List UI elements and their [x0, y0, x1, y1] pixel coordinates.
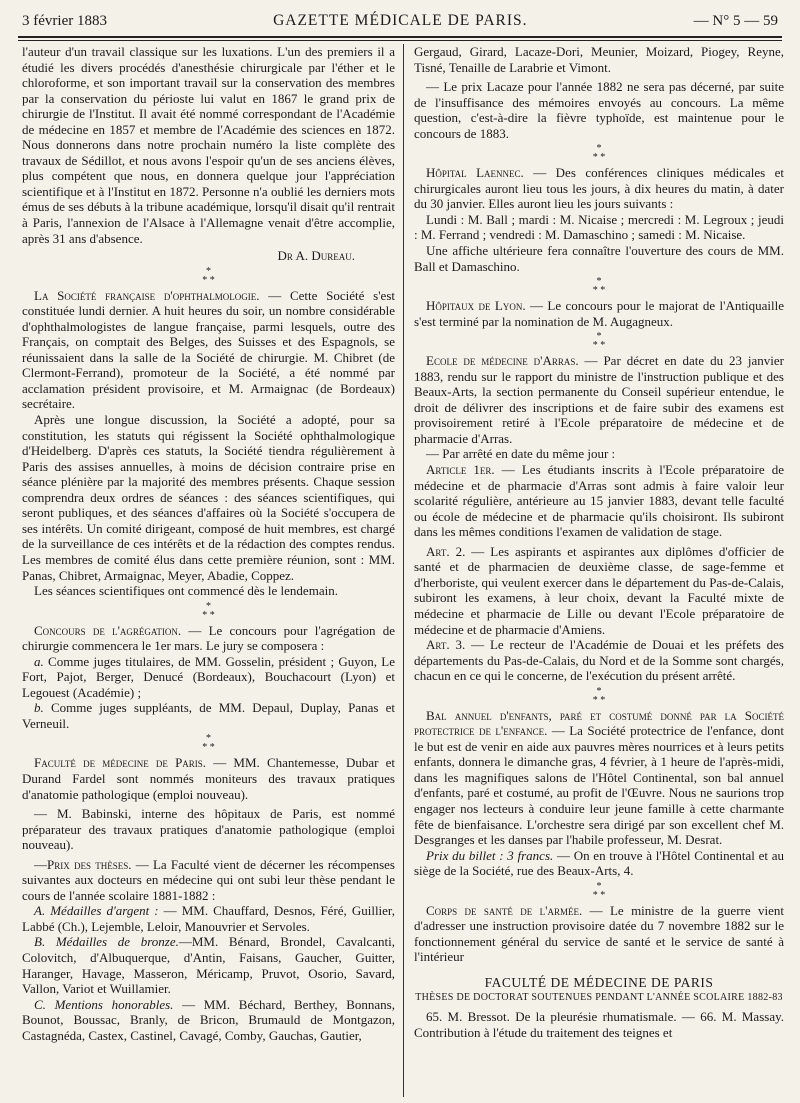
article-body: — Des conférences cliniques médicales et chirurgicales auront lieu tous les jours, à dix heures du matin, à dater du 30 janvier. Elles auront lieu les jours suivants :	[414, 165, 784, 212]
section-separator: * * *	[592, 143, 606, 164]
article-arras	[414, 353, 784, 446]
list-item: B. Médailles de bronze.—MM. Bénard, Brondel, Cavalcanti, Colovitch, d'Albuquerque, d'Antin, Faisans, Gaucher, Guitter, Haranger, Havage, Masseron, Méricamp, Pruvot, Osorio, Savard, Vallon, Variot et Wuillamier.	[22, 934, 395, 997]
section-separator: * * *	[592, 880, 606, 901]
paragraph: Prix du billet : 3 francs. — On en trouve à l'Hôtel Continental et au siège de la Société, rue des Beaux-Arts, 4.	[414, 847, 784, 879]
section-separator: * * *	[592, 331, 606, 352]
list-item: A. Médailles d'argent : — MM. Chauffard, Desnos, Féré, Guillier, Labbé (Ch.), Lejemble, Leloir, Manouvrier et Servoles.	[22, 903, 395, 934]
faculty-heading: FACULTÉ DE MÉDECINE DE PARIS	[484, 974, 714, 990]
article-body: — Le ministre de la guerre vient d'adresser une instruction provisoire datée du 7 novembre 1882 sur le fonctionnement général du service de santé et le service de santé à l'intérieur	[414, 902, 784, 965]
header-rule-thin	[18, 40, 782, 41]
article-body: — Par décret en date du 23 janvier 1883, rendu sur le rapport du ministre de l'instruction publique et des Beaux-Arts, la section permanente du Conseil supérieur entendue, le droit de délivrer des inscriptions et de faire subir des examens est provisoirement retiré à l'Ecole préparatoire de médecine et de pharmacie d'Arras.	[414, 353, 784, 446]
running-header	[22, 12, 778, 34]
article-body: — Le concours pour l'agrégation de chirurgie commencera le 1er mars. Le jury se composera :	[22, 622, 395, 654]
article-clause: Article 1er. — Les étudiants inscrits à l'Ecole préparatoire de médecine et de pharmacie d'Arras sont admis à faire valoir leur scolarité régulière, antérieure au 15 janvier 1883, devant telle faculté ou école de médecine et de pharmacie qu'ils choisiront. Ils subiront dans les mêmes conditions l'examen de validation de stage.	[414, 462, 784, 540]
list-item: a. Comme juges titulaires, de MM. Gosselin, président ; Guyon, Le Fort, Pajot, Berger, Denucé (Bordeaux), Bouchacourt (Lyon) et Legouest (Académie) ;	[22, 653, 395, 700]
section-separator: * * *	[202, 733, 215, 754]
article-heading: Faculté de médecine de Paris.	[34, 755, 207, 771]
article-heading: —Prix des thèses.	[34, 856, 132, 872]
faculty-subheading: THÈSES DE DOCTORAT SOUTENUES PENDANT L'ANNÉE SCOLAIRE 1882-83	[415, 992, 783, 1004]
article-heading: Hôpital Laennec.	[426, 165, 524, 181]
paragraph: 65. M. Bressot. De la pleurésie rhumatismale. — 66. M. Massay. Contribution à l'étude du traitement des teignes et	[414, 1008, 784, 1040]
column-divider	[403, 44, 404, 1097]
paragraph: Une affiche ultérieure fera connaître l'ouverture des cours de MM. Ball et Damaschino.	[414, 243, 784, 274]
paragraph: Gergaud, Girard, Lacaze-Dori, Meunier, Moizard, Piogey, Reyne, Tisné, Tenaille de Larabrie et Vimont.	[414, 44, 784, 75]
article-body: — La Société protectrice de l'enfance, dont le but est de venir en aide aux pauvres mères nourrices et à leurs petits enfants, donnera le dimanche gras, 4 février, à 1 heure de l'après-midi, dans les magnifiques salons de l'Hôtel Continental, son bal annuel d'enfants, paré et costumé, au profit de l'Œuvre. Nous ne saurions trop engager nos lecteurs à conduire leur jeune famille à cette charmante fête de bienfaisance. L'orchestre sera dirigé par son excellent chef M. Desgranges et les danses par l'habile professeur, M. Desrat.	[414, 723, 784, 848]
article-heading: Bal annuel d'enfants, paré et costumé donné par la Société protectrice de l'enfance.	[414, 707, 784, 739]
article-heading: Concours de l'agrégation.	[34, 622, 182, 638]
article-laennec	[414, 165, 784, 212]
article-body: — La Faculté vient de décerner les récompenses suivantes aux docteurs en médecine qui ont subi leur thèse pendant le cours de l'année scolaire 1881-1882 :	[22, 856, 395, 903]
header-page-number: — N° 5 — 59	[693, 13, 778, 29]
header-title: GAZETTE MÉDICALE DE PARIS.	[273, 12, 528, 29]
section-separator: * * *	[202, 265, 215, 286]
paragraph: Après une longue discussion, la Société a adopté, pour sa constitution, les statuts qui régissent la Société ophthalmologique d'Heidelberg. D'après ces statuts, la Société tiendra régulièrement à Paris des assises annuelles, à moins de décision contraire prise en séance plénière par la majorité des membres présents. Chaque session comprendra deux ordres de séances : des séances scientifiques, qui seront publiques, et des séances d'affaires où la Société s'occupera de ses intérêts. Un comité dirigeant, composé de huit membres, est chargé de la surveillance de ces intérêts et de la rédaction des comptes rendus. Les membres de comité élus dans cette première réunion, sont : MM. Panas, Chibret, Armaignac, Meyer, Abadie, Coppez.	[22, 412, 395, 583]
article-body: — Cette Société s'est constituée lundi dernier. A huit heures du soir, un nombre considérable d'ophthalmologistes de langue française, parmi lesquels, outre des Français, on comptait des Belges, des Suisses et des Espagnols, se réunissaient dans la salle de la Société de chirurgie. M. Chibret (de Clermont-Ferrand), promoteur de la Société, a été nommé par acclamation président provisoire, et M. Armaignac (de Bordeaux) secrétaire.	[22, 287, 395, 412]
right-column	[414, 44, 784, 1094]
header-date: 3 février 1883	[22, 13, 107, 29]
list-item: b. Comme juges suppléants, de MM. Depaul, Duplay, Panas et Verneuil.	[22, 700, 395, 731]
paragraph: — M. Babinski, interne des hôpitaux de Paris, est nommé préparateur des travaux pratiques d'anatomie pathologique (emploi nouveau).	[22, 806, 395, 853]
article-heading: Ecole de médecine d'Arras.	[426, 353, 579, 369]
header-rule-thick	[18, 36, 782, 38]
article-ophthalmology	[22, 288, 395, 412]
article-body: — MM. Chantemesse, Dubar et Durand Fardel sont nommés moniteurs des travaux pratiques d'anatomie pathologique (emploi nouveau).	[22, 755, 395, 802]
paragraph: — Par arrêté en date du même jour :	[426, 446, 616, 462]
signature: Dr A. Dureau.	[277, 248, 355, 264]
article-heading: Corps de santé de l'armée.	[426, 902, 583, 918]
article-prix-theses	[22, 857, 395, 904]
article-heading: La Société française d'ophthalmologie.	[34, 287, 260, 303]
article-lyon	[414, 298, 784, 329]
left-column	[22, 44, 395, 1094]
article-heading: Hôpitaux de Lyon.	[426, 298, 526, 314]
article-faculte	[22, 755, 395, 802]
paragraph: l'auteur d'un travail classique sur les luxations. L'un des premiers il a étudié les divers procédés d'anesthésie chirurgicale par l'éther et le chloroforme, et son important travail sur la conservation des membres par la conservation du périoste lui valut en 1867 le grand prix de chirurgie de l'Institut. Il avait été nommé correspondant de l'Académie de médecine en 1857 et membre de l'Académie des sciences en 1872. Nous donnerons dans notre prochain numéro la liste complète des travaux de Sédillot, et nous avons l'espoir qu'un de ses anciens élèves, plus compétent que nous, en donnera quelque jour l'appréciation scientifique et à l'Institut en 1872. Personne n'a oublié les derniers mots émus de ses débuts à la tribune académique, lorsqu'il disait qu'il rentrait à Paris, l'annexion de l'Alsace à l'Allemagne venait d'être accomplie, après 31 ans d'absence.	[22, 44, 395, 246]
article-body: — Le concours pour le majorat de l'Antiquaille s'est terminé par la nomination de M. Augagneux.	[414, 298, 784, 329]
paragraph: Lundi : M. Ball ; mardi : M. Nicaise ; mercredi : M. Legroux ; jeudi : M. Ferrand ; vendredi : M. Damaschino ; samedi : M. Nicaise.	[414, 211, 784, 243]
article-bal	[414, 708, 784, 848]
article-armee	[414, 903, 784, 965]
article-agregation	[22, 623, 395, 654]
section-separator: * * *	[592, 276, 606, 297]
section-separator: * * *	[592, 685, 606, 706]
article-clause: Art. 3. — Le recteur de l'Académie de Douai et les préfets des départements du Pas-de-Calais, du Nord et de la Somme sont chargés, chacun en ce qui le concerne, de l'exécution du présent arrêté.	[414, 637, 784, 684]
paragraph: — Le prix Lacaze pour l'année 1882 ne sera pas décerné, par suite de l'insuffisance des mémoires envoyés au concours. La même question, c'est-à-dire la fièvre typhoïde, est maintenue pour le concours de 1883.	[414, 79, 784, 141]
paragraph: Les séances scientifiques ont commencé dès le lendemain.	[34, 583, 338, 599]
article-clause: Art. 2. — Les aspirants et aspirantes aux diplômes d'officier de santé et de pharmacien de deuxième classe, de sage-femme et d'herboriste, qui veulent exercer dans le département du Pas-de-Calais, subiront les examens, à leur choix, devant la Faculté mixte de médecine et pharmacie de Lille ou devant l'Ecole préparatoire de médecine et de pharmacie d'Amiens.	[414, 543, 784, 637]
section-separator: * * *	[202, 600, 215, 621]
list-item: C. Mentions honorables. — MM. Béchard, Berthey, Bonnans, Bounot, Boussac, Branly, de Bricon, Brumauld de Montgazon, Castagnéda, Castex, Castinel, Cavagé, Comby, Gauchas, Gautier,	[22, 996, 395, 1043]
